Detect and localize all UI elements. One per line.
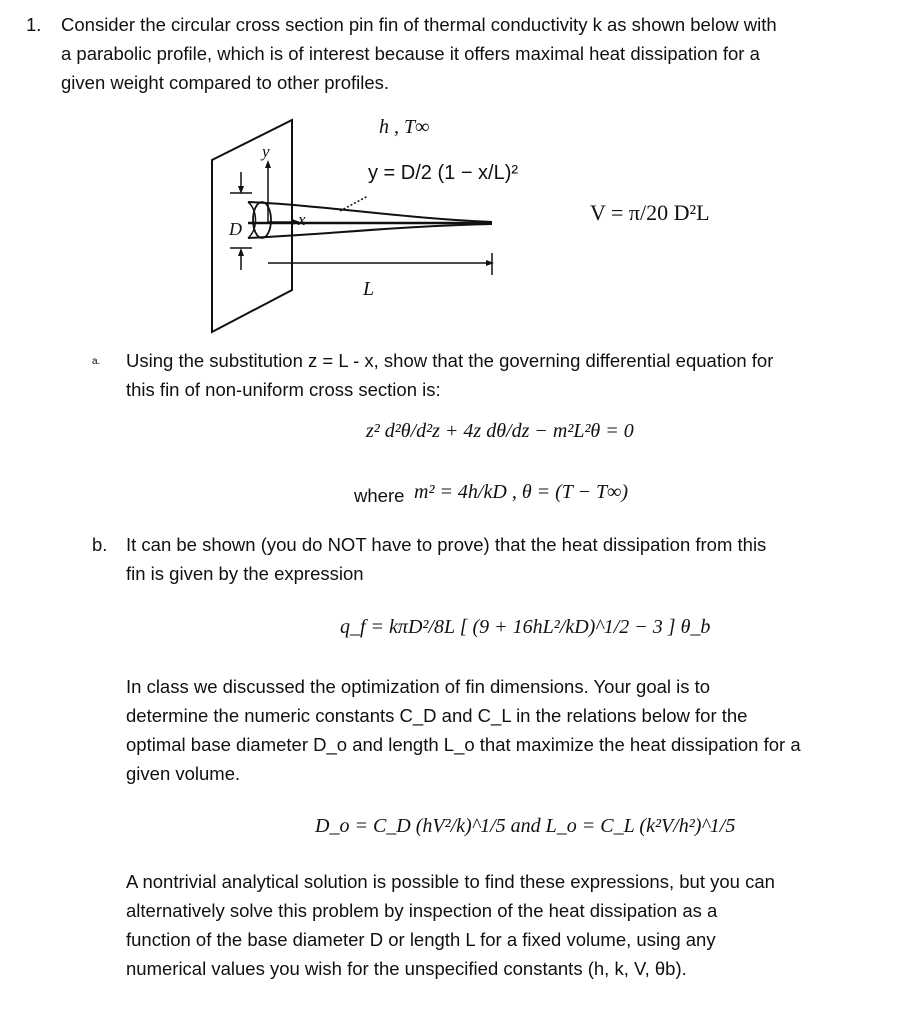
paragraph2-line-4: given volume. bbox=[126, 763, 241, 784]
part-a-line-2: this fin of non-uniform cross section is: bbox=[126, 379, 441, 400]
volume-equation: V = π/20 D²L bbox=[590, 200, 710, 225]
paragraph2-line-2: determine the numeric constants C_D and C_L in the relations below for the bbox=[126, 705, 748, 726]
part-b-line-1: It can be shown (you do NOT have to prove) that the heat dissipation from this bbox=[126, 534, 767, 555]
paragraph3-line-4: numerical values you wish for the unspecified constants (h, k, V, θb). bbox=[126, 958, 687, 979]
profile-equation: y = D/2 (1 − x/L)² bbox=[368, 162, 519, 184]
figure-l-label: L bbox=[363, 278, 375, 300]
heat-dissipation-equation: q_f = kπD²/8L [ (9 + 16hL²/kD)^1/2 − 3 ] θ_b bbox=[340, 616, 711, 638]
figure-top-label: h , T∞ bbox=[379, 116, 430, 138]
intro-line-1: Consider the circular cross section pin fin of thermal conductivity k as shown below with bbox=[61, 14, 777, 35]
problem-number: 1. bbox=[26, 14, 42, 35]
paragraph2-line-1: In class we discussed the optimization of fin dimensions. Your goal is to bbox=[126, 676, 711, 697]
where-definitions: m² = 4h/kD , θ = (T − T∞) bbox=[414, 481, 629, 503]
intro-line-2: a parabolic profile, which is of interest because it offers maximal heat dissipation for a bbox=[61, 43, 760, 64]
figure-y-axis-label: y bbox=[262, 142, 270, 161]
part-b-marker: b. bbox=[92, 534, 108, 555]
paragraph2-line-3: optimal base diameter D_o and length L_o that maximize the heat dissipation for a bbox=[126, 734, 801, 755]
figure-x-axis-label: x bbox=[298, 210, 306, 229]
part-a-line-1: Using the substitution z = L - x, show that the governing differential equation for bbox=[126, 350, 774, 371]
figure-d-label: D bbox=[229, 219, 242, 239]
part-a-marker: a. bbox=[92, 356, 101, 367]
part-b-line-2: fin is given by the expression bbox=[126, 563, 364, 584]
governing-ode: z² d²θ/d²z + 4z dθ/dz − m²L²θ = 0 bbox=[366, 420, 634, 442]
paragraph3-line-1: A nontrivial analytical solution is possible to find these expressions, but you can bbox=[126, 871, 775, 892]
where-word: where bbox=[354, 485, 405, 506]
optimal-dimension-equations: D_o = C_D (hV²/k)^1/5 and L_o = C_L (k²V/h²)^1/5 bbox=[315, 815, 736, 837]
paragraph3-line-2: alternatively solve this problem by inspection of the heat dissipation as a bbox=[126, 900, 718, 921]
paragraph3-line-3: function of the base diameter D or length L for a fixed volume, using any bbox=[126, 929, 716, 950]
intro-line-3: given weight compared to other profiles. bbox=[61, 72, 390, 93]
